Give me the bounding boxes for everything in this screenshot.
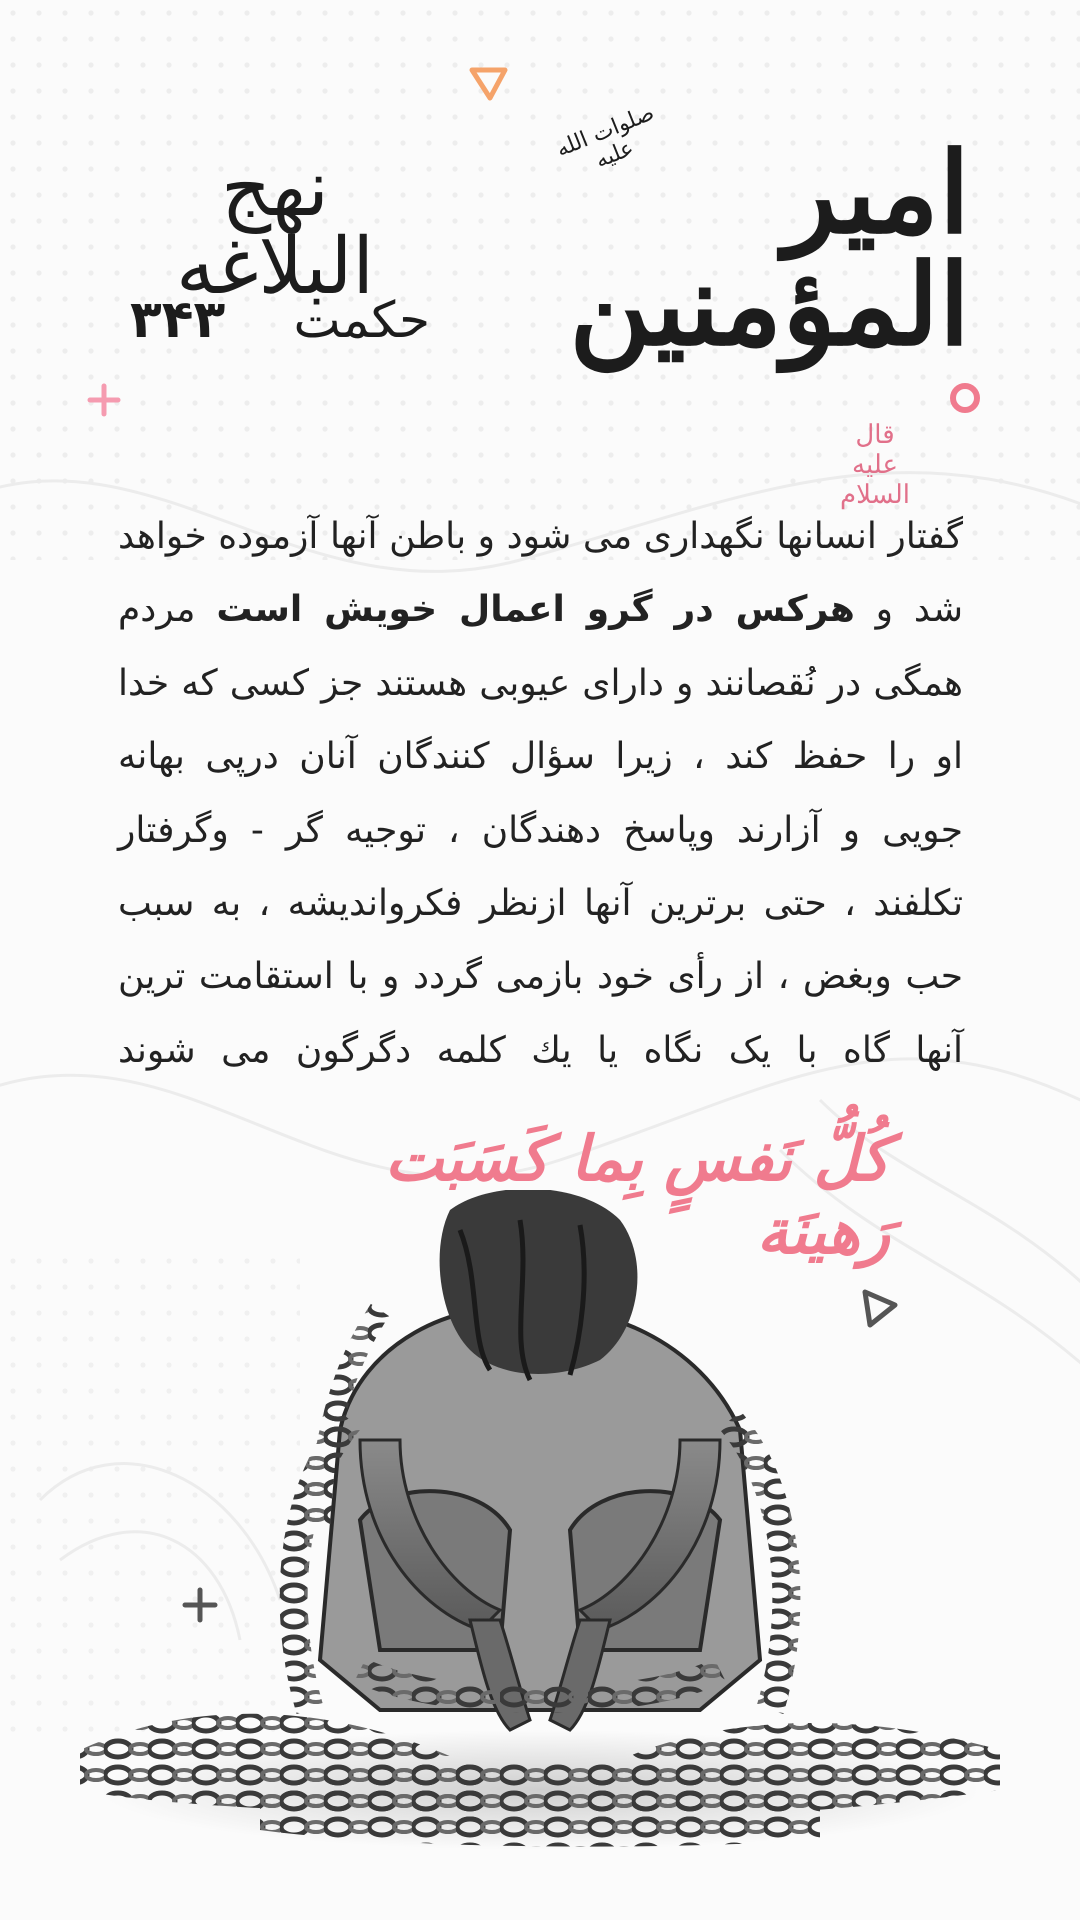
hekmat-row <box>130 290 430 350</box>
hadith-paragraph <box>118 500 963 1087</box>
qala-calligraphy: قال علیه السلام <box>840 420 910 510</box>
verse-calligraphy: کُلُّ نَفسٍ بِما کَسَبَت رَهینَة <box>384 1122 890 1268</box>
paragraph-part-1: گفتار انسانها نگهداری می شود و باطن آنها آزموده خواهد شد و <box>118 516 963 631</box>
hekmat-label: حکمت <box>293 291 430 349</box>
hekmat-number: ۳۴۳ <box>130 290 226 350</box>
salawat-calligraphy: صلوات الله علیه <box>552 100 658 174</box>
paragraph-part-2: مردم همگی در نُقصانند و دارای عیوبی هستند جز کسی که خدا او را حفظ کند ، زیرا سؤال کنندگان آنان درپی بهانه جویی و آزارند وپاسخ دهندگان ، توجیه گر - وگرفتار تکلفند ، حتی برترین آنها ازنظر فکرواندیشه ، به سبب حب وبغض ، از رأی خود بازمی گردد و با استقامت ترین آنها گاه با یک نگاه یا یك کلمه دگرگون می شوند <box>118 589 963 1071</box>
paragraph-bold-phrase: هرکس در گرو اعمال خویش است <box>216 589 855 631</box>
nahj-al-balagha-calligraphy: نهج البلاغه <box>175 144 375 312</box>
man-in-chains-icon <box>60 1190 1020 1850</box>
amir-al-muminin-calligraphy: امیر المؤمنین <box>569 128 970 371</box>
